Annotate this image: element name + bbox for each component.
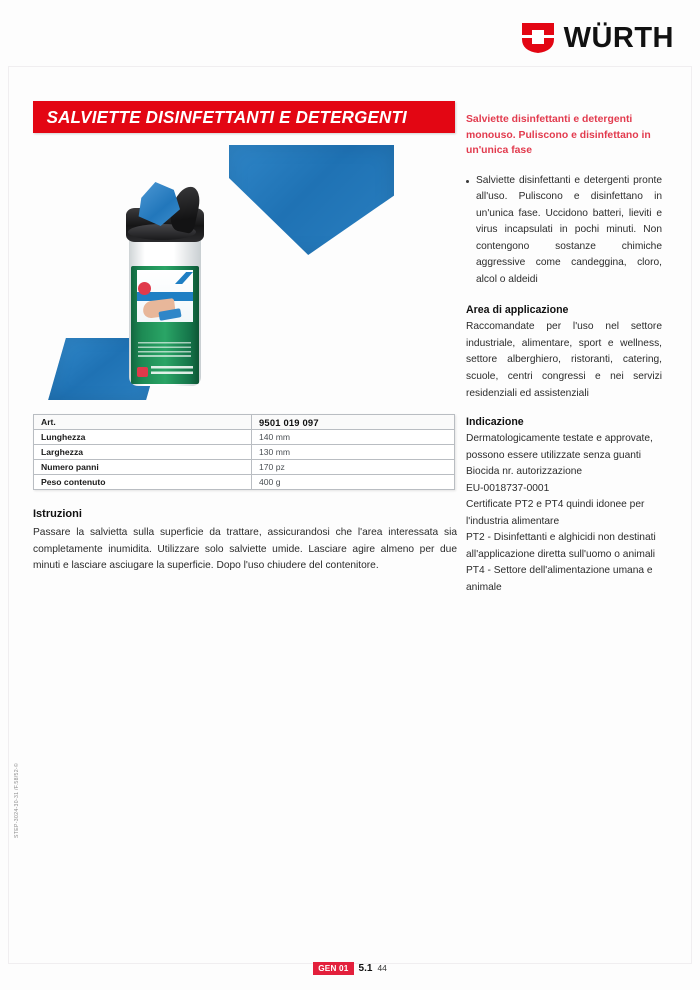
product-description: Salviette disinfettanti e detergenti pronte all'uso. Puliscono e disinfettano in un'unica fase. Uccidono batteri, lieviti e virus incapsulati in pochi minuti. Non contengono sostanze chimiche aggressive come candeggina, cloro, alcol o aldeidi [476,174,662,285]
wurth-logo-icon [521,22,555,54]
indicazione-line-4: Certificate PT2 e PT4 quindi idonee per l'industria alimentare [466,499,645,527]
spec-value: 400 g [252,475,455,490]
product-title: SALVIETTE DISINFETTANTI E DETERGENTI [46,106,407,127]
list-item [466,173,662,289]
section-indicazione [466,416,662,596]
spec-value: 170 pz [252,460,455,475]
instructions-heading: Istruzioni [33,508,82,520]
label-product-name-text [151,366,193,377]
spec-key: Lunghezza [34,430,252,445]
product-lead-text: Salviette disinfettanti e detergenti monouso. Puliscono e disinfettano in un'unica fase [466,114,651,157]
spec-value: 130 mm [252,445,455,460]
section-heading: Indicazione [466,416,524,429]
table-row [34,475,455,490]
spec-key: Numero panni [34,460,252,475]
print-code: STEP-3024-30-31 /F.58/52-© [14,762,20,838]
instructions-body: Passare la salvietta sulla superficie da trattare, assicurandosi che l'area interessata sia completamente inumidita. Utilizzare solo salviette umide. Lasciare agire almeno per due minuti e lasciare asciugare la superficie. Dopo l'uso chiudere del contenitore. [33,527,457,572]
footer-section-number: 5.1 [358,963,373,974]
wipes-canister [129,188,201,386]
indicazione-line-1: Dermatologicamente testate e approvate, possono essere utilizzate senza guanti [466,433,653,461]
wurth-logo [521,22,674,54]
table-row [34,445,455,460]
bullet-dot-icon [466,180,469,183]
spec-value: 140 mm [252,430,455,445]
indicazione-line-2: Biocida nr. autorizzazione [466,466,583,478]
label-red-badge [138,282,151,295]
footer-section-badge: GEN 01 [313,962,353,975]
product-image [33,140,455,402]
section-body: Raccomandate per l'uso nel settore industriale, alimentare, sport e wellness, settore alberghiero, ristoranti, catering, scuole, centri congressi e nei servizi residenziali ed assistenziali [466,321,662,399]
product-title-banner [33,101,455,133]
indicazione-pt4: PT4 - Settore dell'alimentazione umana e animale [466,565,653,593]
spec-key: Peso contenuto [34,475,252,490]
section-area-applicazione [466,304,662,402]
table-row [34,460,455,475]
indicazione-authorization-number: EU-0018737-0001 [466,482,550,494]
instructions-section [33,508,457,575]
footer-page-number: 44 [377,963,387,973]
table-row [34,430,455,445]
indicazione-pt2: PT2 - Disinfettanti e alghicidi non destinati all'applicazione diretta sull'uomo o animali [466,532,656,560]
table-row [34,415,455,430]
section-heading: Area di applicazione [466,304,569,317]
spec-key: Larghezza [34,445,252,460]
canister-label [131,266,199,384]
wurth-logo-text: WÜRTH [563,21,674,54]
wipe-cloth-large [229,145,394,255]
canister-lid [126,208,204,242]
spec-key: Art. [34,415,252,430]
page-footer [0,962,700,975]
specification-table [33,414,455,490]
page-header [0,0,700,66]
label-text-lines [138,342,191,358]
right-column [466,112,662,610]
label-footer-mark [137,367,148,377]
spec-value: 9501 019 097 [252,415,455,430]
